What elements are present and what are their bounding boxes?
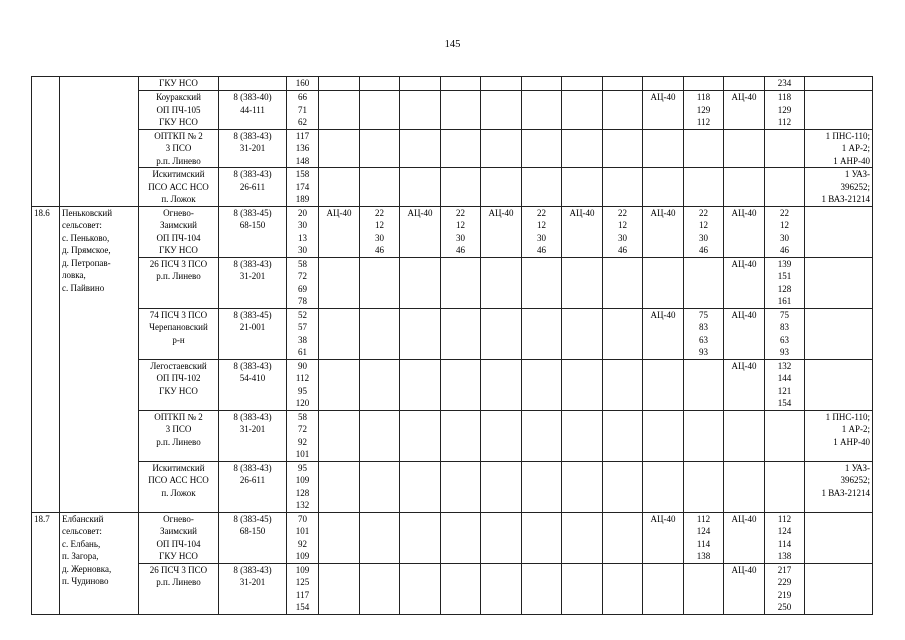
distance-cell: 160: [287, 77, 319, 91]
equipment-cell: [724, 77, 765, 91]
equipment-cell: [360, 77, 400, 91]
equipment-cell: [684, 168, 724, 207]
time-cell: [441, 359, 481, 410]
table-row: [32, 410, 873, 461]
time-cell: [765, 410, 805, 461]
equipment-cell: [684, 129, 724, 168]
equipment-cell: [724, 168, 765, 207]
distance-cell: 70 101 92 109: [287, 512, 319, 563]
phone-cell: 8 (383-40) 44-111: [219, 91, 287, 130]
equipment-cell: [481, 410, 522, 461]
time-cell: 112 124 114 138: [684, 512, 724, 563]
phone-cell: 8 (383-45) 68-150: [219, 206, 287, 257]
unit-cell: ГКУ НСО: [139, 77, 219, 91]
equipment-cell: [319, 410, 360, 461]
phone-cell: [219, 77, 287, 91]
equipment-cell: [441, 168, 481, 207]
time-cell: [522, 308, 562, 359]
table-row: [32, 461, 873, 512]
equipment-cell: [319, 563, 360, 614]
distance-cell: 90 112 95 120: [287, 359, 319, 410]
distance-cell: 20 30 13 30: [287, 206, 319, 257]
unit-cell: Легостаевский ОП ПЧ-102 ГКУ НСО: [139, 359, 219, 410]
equipment-cell: [400, 359, 441, 410]
time-cell: 22 12 30 46: [360, 206, 400, 257]
time-cell: [441, 461, 481, 512]
unit-cell: Коуракский ОП ПЧ-105 ГКУ НСО: [139, 91, 219, 130]
time-cell: [360, 512, 400, 563]
equipment-cell: АЦ-40: [643, 512, 684, 563]
time-cell: 234: [765, 77, 805, 91]
equipment-cell: АЦ-40: [643, 91, 684, 130]
phone-cell: 8 (383-43) 31-201: [219, 129, 287, 168]
time-cell: [603, 308, 643, 359]
equipment-cell: [400, 129, 441, 168]
table-row: [32, 91, 873, 130]
equipment-cell: [319, 91, 360, 130]
equipment-cell: [441, 77, 481, 91]
time-cell: [522, 410, 562, 461]
time-cell: [684, 359, 724, 410]
row-number-cell: 18.6: [32, 206, 60, 512]
equipment-cell: [522, 129, 562, 168]
time-cell: 112 124 114 138: [765, 512, 805, 563]
time-cell: [522, 461, 562, 512]
equipment-cell: [562, 563, 603, 614]
time-cell: 217 229 219 250: [765, 563, 805, 614]
equipment-cell: АЦ-40: [400, 206, 441, 257]
equipment-cell: [400, 168, 441, 207]
equipment-cell: АЦ-40: [724, 512, 765, 563]
time-cell: [441, 308, 481, 359]
equipment-cell: [522, 168, 562, 207]
equipment-cell: [481, 257, 522, 308]
table-row: [32, 168, 873, 207]
equipment-cell: АЦ-40: [724, 206, 765, 257]
time-cell: [360, 359, 400, 410]
unit-cell: Искитимский ПСО АСС НСО п. Ложок: [139, 168, 219, 207]
notes-cell: 1 УАЗ- 396252; 1 ВАЗ-21214: [805, 168, 873, 207]
equipment-cell: [643, 129, 684, 168]
time-cell: 118 129 112: [765, 91, 805, 130]
distance-cell: 109 125 117 154: [287, 563, 319, 614]
time-cell: [522, 563, 562, 614]
equipment-cell: [603, 168, 643, 207]
time-cell: [441, 563, 481, 614]
time-cell: [684, 563, 724, 614]
time-cell: [765, 461, 805, 512]
table-row: [32, 512, 873, 563]
equipment-cell: АЦ-40: [643, 206, 684, 257]
notes-cell: 1 УАЗ- 396252; 1 ВАЗ-21214: [805, 461, 873, 512]
notes-cell: [805, 257, 873, 308]
equipment-cell: [522, 77, 562, 91]
time-cell: [603, 461, 643, 512]
time-cell: [360, 410, 400, 461]
equipment-cell: [643, 461, 684, 512]
equipment-cell: [481, 359, 522, 410]
time-cell: [360, 563, 400, 614]
equipment-cell: АЦ-40: [562, 206, 603, 257]
settlement-cell: [60, 77, 139, 207]
phone-cell: 8 (383-43) 26-611: [219, 168, 287, 207]
unit-cell: 74 ПСЧ 3 ПСО Черепановский р-н: [139, 308, 219, 359]
equipment-cell: [562, 410, 603, 461]
phone-cell: 8 (383-43) 54-410: [219, 359, 287, 410]
equipment-cell: [319, 512, 360, 563]
equipment-cell: [319, 359, 360, 410]
time-cell: 139 151 128 161: [765, 257, 805, 308]
unit-cell: Огнево- Заимский ОП ПЧ-104 ГКУ НСО: [139, 206, 219, 257]
equipment-cell: [643, 563, 684, 614]
equipment-cell: [319, 77, 360, 91]
time-cell: [603, 512, 643, 563]
time-cell: 22 12 30 46: [603, 206, 643, 257]
equipment-cell: [562, 77, 603, 91]
equipment-cell: [562, 168, 603, 207]
phone-cell: 8 (383-45) 68-150: [219, 512, 287, 563]
equipment-cell: [765, 168, 805, 207]
notes-cell: [805, 512, 873, 563]
equipment-cell: [643, 410, 684, 461]
equipment-cell: [481, 512, 522, 563]
equipment-cell: [562, 512, 603, 563]
notes-cell: [805, 359, 873, 410]
equipment-cell: АЦ-40: [724, 359, 765, 410]
equipment-cell: АЦ-40: [724, 308, 765, 359]
equipment-cell: [562, 91, 603, 130]
distance-cell: 58 72 69 78: [287, 257, 319, 308]
equipment-cell: АЦ-40: [481, 206, 522, 257]
time-cell: [603, 257, 643, 308]
time-cell: [684, 410, 724, 461]
equipment-cell: [441, 91, 481, 130]
equipment-cell: АЦ-40: [643, 308, 684, 359]
notes-cell: [805, 308, 873, 359]
time-cell: 22 12 30 46: [765, 206, 805, 257]
equipment-cell: [562, 359, 603, 410]
time-cell: [522, 359, 562, 410]
equipment-cell: [724, 129, 765, 168]
equipment-cell: [319, 257, 360, 308]
unit-cell: 26 ПСЧ 3 ПСО р.п. Линево: [139, 257, 219, 308]
row-number-cell: [32, 77, 60, 207]
equipment-cell: [684, 77, 724, 91]
equipment-cell: АЦ-40: [724, 91, 765, 130]
time-cell: [441, 512, 481, 563]
equipment-cell: [603, 77, 643, 91]
notes-cell: [805, 91, 873, 130]
time-cell: [603, 359, 643, 410]
time-cell: [360, 308, 400, 359]
equipment-cell: [643, 77, 684, 91]
unit-cell: ОПТКП № 2 3 ПСО р.п. Линево: [139, 129, 219, 168]
table-row: [32, 257, 873, 308]
equipment-cell: [481, 563, 522, 614]
unit-cell: Огнево- Заимский ОП ПЧ-104 ГКУ НСО: [139, 512, 219, 563]
table-row: [32, 308, 873, 359]
time-cell: 75 83 63 93: [765, 308, 805, 359]
distance-cell: 95 109 128 132: [287, 461, 319, 512]
time-cell: 118 129 112: [684, 91, 724, 130]
equipment-cell: [319, 168, 360, 207]
equipment-cell: [400, 563, 441, 614]
unit-cell: Искитимский ПСО АСС НСО п. Ложок: [139, 461, 219, 512]
equipment-cell: [360, 168, 400, 207]
notes-cell: [805, 206, 873, 257]
equipment-cell: [319, 461, 360, 512]
equipment-cell: [400, 512, 441, 563]
distance-cell: 58 72 92 101: [287, 410, 319, 461]
phone-cell: 8 (383-45) 21-001: [219, 308, 287, 359]
settlement-cell: Елбанский сельсовет: с. Елбань, п. Загора, д. Жерновка, п. Чудиново: [60, 512, 139, 614]
table-row: [32, 206, 873, 257]
unit-cell: ОПТКП № 2 3 ПСО р.п. Линево: [139, 410, 219, 461]
time-cell: [684, 461, 724, 512]
time-cell: 22 12 30 46: [522, 206, 562, 257]
equipment-cell: [400, 77, 441, 91]
time-cell: [522, 257, 562, 308]
equipment-cell: [400, 410, 441, 461]
distance-cell: 52 57 38 61: [287, 308, 319, 359]
distance-cell: 66 71 62: [287, 91, 319, 130]
equipment-cell: [481, 461, 522, 512]
time-cell: [441, 257, 481, 308]
time-cell: [603, 563, 643, 614]
time-cell: [360, 461, 400, 512]
equipment-cell: [360, 129, 400, 168]
equipment-cell: [562, 257, 603, 308]
equipment-cell: [765, 129, 805, 168]
equipment-cell: [481, 77, 522, 91]
phone-cell: 8 (383-43) 31-201: [219, 410, 287, 461]
distance-cell: 117 136 148: [287, 129, 319, 168]
notes-cell: 1 ПНС-110; 1 АР-2; 1 АНР-40: [805, 129, 873, 168]
table-row: [32, 563, 873, 614]
equipment-cell: [603, 91, 643, 130]
notes-cell: 1 ПНС-110; 1 АР-2; 1 АНР-40: [805, 410, 873, 461]
equipment-cell: [481, 91, 522, 130]
equipment-cell: [643, 257, 684, 308]
phone-cell: 8 (383-43) 31-201: [219, 257, 287, 308]
equipment-cell: [441, 129, 481, 168]
distance-cell: 158 174 189: [287, 168, 319, 207]
equipment-cell: [481, 308, 522, 359]
phone-cell: 8 (383-43) 26-611: [219, 461, 287, 512]
equipment-cell: [360, 91, 400, 130]
equipment-cell: [481, 168, 522, 207]
equipment-cell: [319, 308, 360, 359]
equipment-cell: [319, 129, 360, 168]
equipment-cell: [562, 129, 603, 168]
equipment-cell: [724, 461, 765, 512]
equipment-cell: [400, 91, 441, 130]
table-row: [32, 359, 873, 410]
unit-cell: 26 ПСЧ 3 ПСО р.п. Линево: [139, 563, 219, 614]
equipment-cell: [481, 129, 522, 168]
table-row: [32, 77, 873, 91]
time-cell: [684, 257, 724, 308]
equipment-cell: [562, 461, 603, 512]
time-cell: [522, 512, 562, 563]
equipment-cell: [603, 129, 643, 168]
equipment-cell: [400, 308, 441, 359]
equipment-cell: АЦ-40: [724, 257, 765, 308]
time-cell: 132 144 121 154: [765, 359, 805, 410]
fire-response-table: [31, 76, 873, 615]
equipment-cell: [400, 461, 441, 512]
page-number: 145: [444, 39, 461, 50]
time-cell: 75 83 63 93: [684, 308, 724, 359]
time-cell: [360, 257, 400, 308]
equipment-cell: [400, 257, 441, 308]
time-cell: [603, 410, 643, 461]
table-row: [32, 129, 873, 168]
time-cell: 22 12 30 46: [684, 206, 724, 257]
equipment-cell: АЦ-40: [724, 563, 765, 614]
row-number-cell: 18.7: [32, 512, 60, 614]
equipment-cell: [643, 359, 684, 410]
equipment-cell: [562, 308, 603, 359]
equipment-cell: АЦ-40: [319, 206, 360, 257]
notes-cell: [805, 563, 873, 614]
settlement-cell: Пеньковский сельсовет: с. Пеньково, д. Прямское, д. Петропав- ловка, с. Пайвино: [60, 206, 139, 512]
phone-cell: 8 (383-43) 31-201: [219, 563, 287, 614]
equipment-cell: [522, 91, 562, 130]
time-cell: [441, 410, 481, 461]
equipment-cell: [643, 168, 684, 207]
time-cell: 22 12 30 46: [441, 206, 481, 257]
notes-cell: [805, 77, 873, 91]
equipment-cell: [724, 410, 765, 461]
